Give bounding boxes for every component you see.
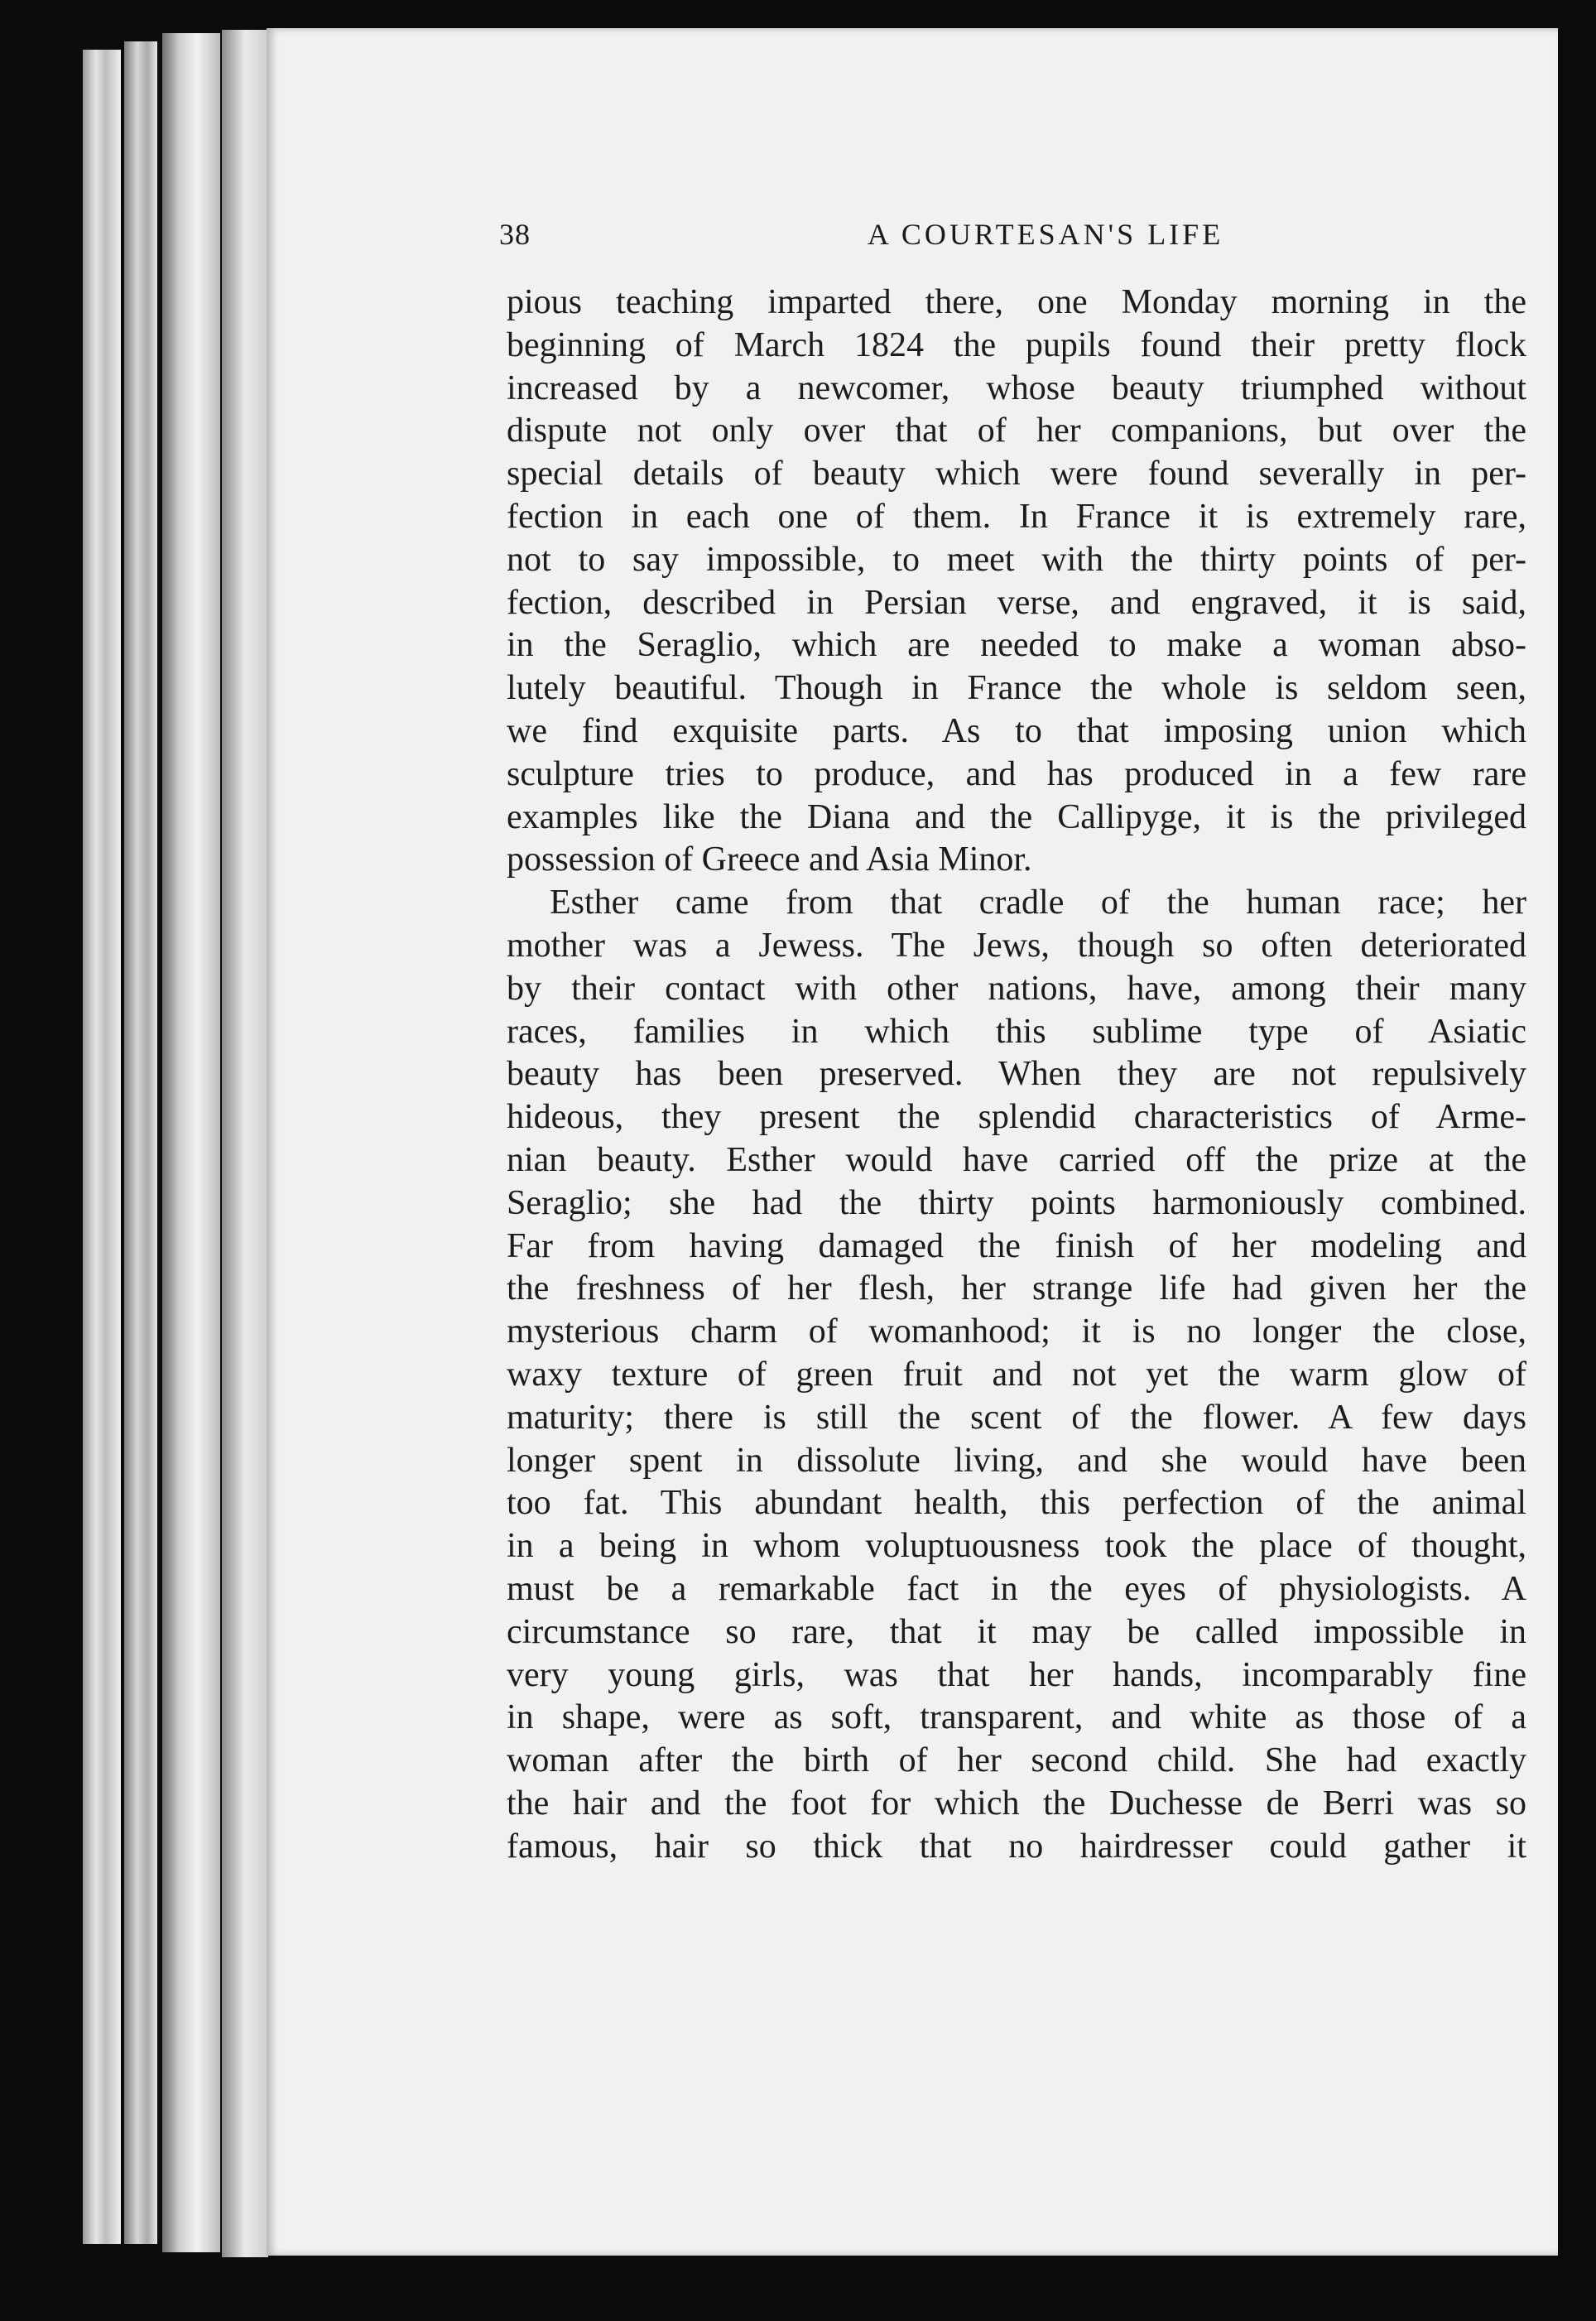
page-number: 38 — [499, 218, 531, 251]
text-line: mysterious charm of womanhood; it is no longer the close, — [507, 1312, 1526, 1351]
text-line: circumstance so rare, that it may be called impossible in — [507, 1612, 1526, 1651]
text-line: very young girls, was that her hands, incomparably fine — [507, 1655, 1526, 1694]
text-line: longer spent in dissolute living, and she would have been — [507, 1441, 1526, 1480]
text-line: dispute not only over that of her companions, but over the — [507, 412, 1526, 450]
text-line: Far from having damaged the finish of her modeling and — [507, 1226, 1526, 1265]
text-line: the hair and the foot for which the Duchesse de Berri was so — [507, 1784, 1526, 1823]
page-edge — [124, 41, 157, 2244]
text-line: must be a remarkable fact in the eyes of physiologists. A — [507, 1569, 1526, 1608]
text-line: lutely beautiful. Though in France the whole is seldom seen, — [507, 669, 1526, 708]
text-line: by their contact with other nations, have, among their many — [507, 969, 1526, 1008]
text-line: increased by a newcomer, whose beauty triumphed without — [507, 368, 1526, 407]
text-line: not to say impossible, to meet with the thirty points of per- — [507, 540, 1526, 579]
text-line: in shape, were as soft, transparent, and white as those of a — [507, 1698, 1526, 1737]
text-line: races, families in which this sublime type of Asiatic — [507, 1012, 1526, 1051]
page-edge — [162, 33, 220, 2252]
text-line: waxy texture of green fruit and not yet the warm glow of — [507, 1355, 1526, 1394]
text-line: too fat. This abundant health, this perfection of the animal — [507, 1484, 1526, 1523]
text-line: Seraglio; she had the thirty points harmoniously combined. — [507, 1183, 1526, 1222]
text-line: pious teaching imparted there, one Monday morning in the — [507, 283, 1526, 321]
text-line: mother was a Jewess. The Jews, though so often deteriorated — [507, 926, 1526, 965]
text-line: in a being in whom voluptuousness took the place of thought, — [507, 1527, 1526, 1566]
text-line: maturity; there is still the scent of the flower. A few days — [507, 1398, 1526, 1437]
text-line: Esther came from that cradle of the human race; her — [550, 884, 1526, 922]
text-line: hideous, they present the splendid characteristics of Arme- — [507, 1098, 1526, 1137]
text-line: famous, hair so thick that no hairdresser could gather it — [507, 1827, 1526, 1866]
running-head — [499, 217, 1534, 267]
text-line: special details of beauty which were found severally in per- — [507, 455, 1526, 494]
body-text — [507, 282, 1526, 1868]
text-line: in the Seraglio, which are needed to make a woman abso- — [507, 626, 1526, 665]
text-line: we find exquisite parts. As to that imposing union which — [507, 711, 1526, 750]
text-line: the freshness of her flesh, her strange life had given her the — [507, 1269, 1526, 1308]
text-line: possession of Greece and Asia Minor. — [507, 840, 1032, 879]
text-line: woman after the birth of her second child. She had exactly — [507, 1741, 1526, 1780]
text-line: beginning of March 1824 the pupils found their pretty flock — [507, 325, 1526, 364]
page-edge — [222, 30, 268, 2257]
text-line: sculpture tries to produce, and has produced in a few rare — [507, 754, 1526, 793]
text-line: fection in each one of them. In France it is extremely rare, — [507, 497, 1526, 536]
text-line: beauty has been preserved. When they are not repulsively — [507, 1055, 1526, 1094]
text-line: fection, described in Persian verse, and engraved, it is said, — [507, 583, 1526, 622]
page-edge — [83, 50, 121, 2244]
text-line: examples like the Diana and the Callipyge, it is the privileged — [507, 797, 1526, 836]
text-line: nian beauty. Esther would have carried off the prize at the — [507, 1140, 1526, 1179]
running-title: A COURTESAN'S LIFE — [867, 218, 1224, 251]
